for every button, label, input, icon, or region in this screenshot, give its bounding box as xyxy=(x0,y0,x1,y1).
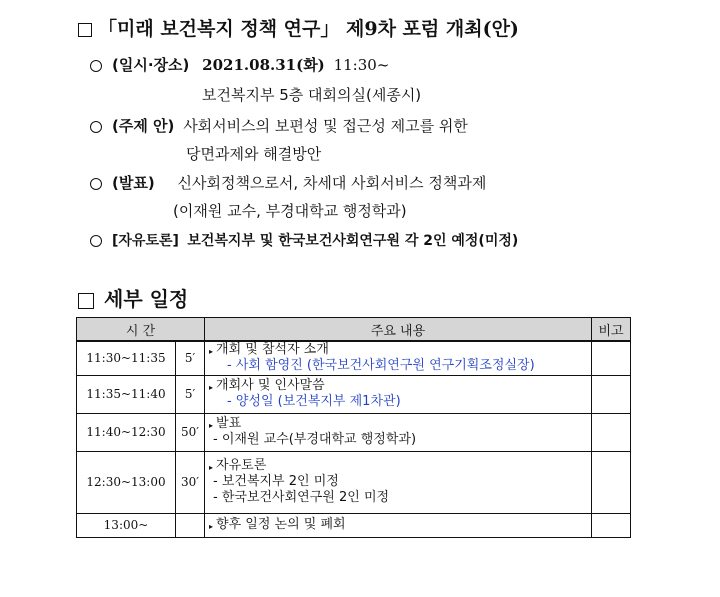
schedule-heading xyxy=(78,283,188,312)
row-remarks xyxy=(592,451,631,513)
row-duration: 5′ xyxy=(176,341,205,375)
circle-bullet-icon xyxy=(90,121,102,133)
row-duration: 30′ xyxy=(176,451,205,513)
datetime-item xyxy=(90,54,389,75)
schedule-heading-text: 세부 일정 xyxy=(104,287,189,311)
square-bullet-icon xyxy=(78,293,94,309)
table-row xyxy=(77,451,631,513)
table-row xyxy=(77,341,631,375)
row-detail: - 사회 함영진 (한국보건사회연구원 연구기획조정실장) xyxy=(227,358,535,374)
row-time: 13:00~ xyxy=(77,513,176,537)
datetime-label: (일시·장소) xyxy=(112,56,190,74)
row-remarks xyxy=(592,413,631,451)
table-header-row xyxy=(77,318,631,342)
document-title xyxy=(78,14,519,41)
topic-line2: 당면과제와 해결방안 xyxy=(186,145,322,163)
topic-line1: 사회서비스의 보편성 및 접근성 제고를 위한 xyxy=(183,117,468,135)
row-content xyxy=(205,341,592,375)
square-bullet-icon xyxy=(78,23,92,37)
triangle-bullet-icon: ▸ xyxy=(209,463,214,472)
triangle-bullet-icon: ▸ xyxy=(209,347,214,357)
triangle-bullet-icon: ▸ xyxy=(209,383,214,392)
circle-bullet-icon xyxy=(90,235,102,247)
discussion-text: 보건복지부 및 한국보건사회연구원 각 2인 예정(미정) xyxy=(187,233,519,249)
row-duration: 50′ xyxy=(176,413,205,451)
presentation-label: (발표) xyxy=(112,174,155,192)
row-duration xyxy=(176,513,205,537)
row-time: 11:30~11:35 xyxy=(77,341,176,375)
discussion-item xyxy=(90,230,518,250)
row-remarks xyxy=(592,513,631,537)
circle-bullet-icon xyxy=(90,60,102,72)
title-text: 「미래 보건복지 정책 연구」 제9차 포럼 개최(안) xyxy=(98,18,519,40)
row-detail: - 이재원 교수(부경대학교 행정학과) xyxy=(213,432,417,447)
row-content xyxy=(205,375,592,413)
row-content xyxy=(205,451,592,513)
row-content xyxy=(205,513,592,537)
row-time: 11:35~11:40 xyxy=(77,375,176,413)
header-time: 시 간 xyxy=(77,318,205,342)
table-row xyxy=(77,513,631,537)
topic-item xyxy=(90,115,468,136)
presentation-line1: 신사회정책으로서, 차세대 사회서비스 정책과제 xyxy=(177,174,487,192)
place-text: 보건복지부 5층 대회의실(세종시) xyxy=(202,86,422,104)
triangle-bullet-icon: ▸ xyxy=(209,522,214,531)
datetime-time: 11:30~ xyxy=(333,56,390,74)
row-title: 개회 및 참석자 소개 xyxy=(216,342,329,358)
row-title: 발표 xyxy=(216,416,242,431)
table-row xyxy=(77,375,631,413)
row-detail: - 한국보건사회연구원 2인 미정 xyxy=(213,490,390,505)
topic-label: (주제 안) xyxy=(112,117,175,135)
circle-bullet-icon xyxy=(90,178,102,190)
presentation-item xyxy=(90,172,486,193)
header-content: 주요 내용 xyxy=(205,318,592,342)
row-time: 11:40~12:30 xyxy=(77,413,176,451)
row-remarks xyxy=(592,341,631,375)
row-time: 12:30~13:00 xyxy=(77,451,176,513)
schedule-table xyxy=(76,317,631,538)
triangle-bullet-icon: ▸ xyxy=(209,421,214,430)
header-remarks: 비고 xyxy=(592,318,631,342)
presentation-line2: (이재원 교수, 부경대학교 행정학과) xyxy=(173,202,407,220)
row-title: 자유토론 xyxy=(216,458,267,473)
table-row xyxy=(77,413,631,451)
row-title: 향후 일정 논의 및 폐회 xyxy=(216,517,346,532)
row-content xyxy=(205,413,592,451)
row-detail: - 양성일 (보건복지부 제1차관) xyxy=(227,394,401,409)
discussion-label: [자유토론] xyxy=(112,233,179,249)
row-detail: - 보건복지부 2인 미정 xyxy=(213,474,339,489)
row-remarks xyxy=(592,375,631,413)
row-title: 개회사 및 인사말씀 xyxy=(216,378,325,393)
datetime-date: 2021.08.31(화) xyxy=(202,56,325,74)
row-duration: 5′ xyxy=(176,375,205,413)
